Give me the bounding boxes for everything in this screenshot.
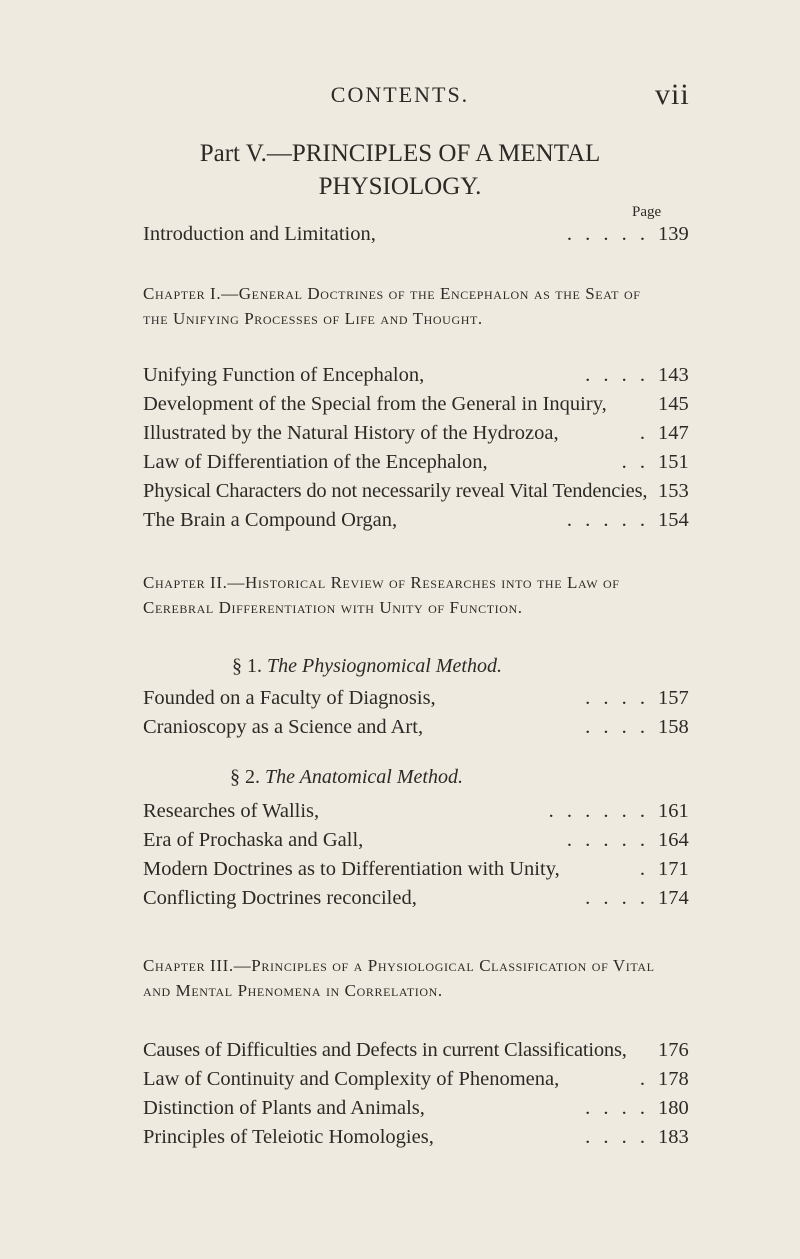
leader-dots: . . . . . [566,223,649,245]
entry-title: Unifying Function of Encephalon, [143,364,425,386]
leader-dots: . . . . . . [548,800,649,822]
section-2-heading [230,766,463,789]
page-column-label: Page [632,204,662,220]
entry-title: Development of the Special from the General in Inquiry, [143,393,607,415]
part-title-line1: Part V.—PRINCIPLES OF A MENTAL [199,140,601,167]
entry-page: 139 [658,223,689,245]
toc-entry [143,509,689,532]
toc-entry [143,451,689,474]
section-title: The Anatomical Method. [265,766,463,788]
leader-dots: . . . . . [566,829,649,851]
entry-page: 183 [658,1126,689,1148]
toc-entry [143,393,689,416]
entry-title: Causes of Difficulties and Defects in current Classifications, [143,1039,627,1061]
toc-entry [143,480,689,503]
toc-entry [143,422,689,445]
entry-title: Principles of Teleiotic Homologies, [143,1126,434,1148]
entry-page: 153 [658,480,689,502]
leader-dots: . [639,858,649,880]
entry-page: 145 [658,393,689,415]
entry-title: Era of Prochaska and Gall, [143,829,364,851]
entry-page: 147 [658,422,689,444]
entry-page: 151 [658,451,689,473]
entry-page: 176 [658,1039,689,1061]
entry-title: Law of Differentiation of the Encephalon, [143,451,488,473]
entry-title: Conflicting Doctrines reconciled, [143,887,417,909]
leader-dots: . . . . [585,716,649,738]
entry-title: Illustrated by the Natural History of the Hydrozoa, [143,422,559,444]
toc-entry [143,1039,689,1062]
toc-entry [143,829,689,852]
toc-entry [143,800,689,823]
section-label: § 2. [230,766,260,788]
entry-title: Researches of Wallis, [143,800,320,822]
entry-page: 157 [658,687,689,709]
toc-entry [143,858,689,881]
entry-page: 158 [658,716,689,738]
section-label: § 1. [232,655,262,677]
entry-page: 178 [658,1068,689,1090]
toc-entry [143,1097,689,1120]
entry-page: 174 [658,887,689,909]
chapter-2-heading: Chapter II.—Historical Review of Researches into the Law of Cerebral Differentiation with Unity of Function. [143,573,620,617]
chapter-3-heading: Chapter III.—Principles of a Physiological Classification of Vital and Mental Phenomena in Correlation. [143,956,655,1000]
page-number: vii [655,78,690,111]
leader-dots: . [639,422,649,444]
leader-dots: . . . . [585,364,649,386]
part-title-line2: PHYSIOLOGY. [318,173,482,200]
entry-title: Distinction of Plants and Animals, [143,1097,425,1119]
entry-page: 154 [658,509,689,531]
entry-page: 161 [658,800,689,822]
toc-entry [143,1126,689,1149]
toc-entry [143,887,689,910]
entry-title: Physical Characters do not necessarily reveal Vital Tendencies, [143,480,648,502]
toc-entry [143,687,689,710]
leader-dots: . . [621,451,649,473]
toc-entry [143,364,689,387]
toc-entry [143,1068,689,1091]
leader-dots: . . . . . [566,509,649,531]
entry-title: Modern Doctrines as to Differentiation with Unity, [143,858,560,880]
entry-title: Introduction and Limitation, [143,223,376,245]
entry-title: Law of Continuity and Complexity of Phenomena, [143,1068,560,1090]
entry-title: Cranioscopy as a Science and Art, [143,716,424,738]
section-1-heading [232,655,502,678]
entry-page: 180 [658,1097,689,1119]
section-title: The Physiognomical Method. [267,655,502,677]
leader-dots: . [639,1068,649,1090]
leader-dots: . . . . [585,887,649,909]
chapter-1-heading: Chapter I.—General Doctrines of the Encephalon as the Seat of the Unifying Processes of Life and Thought. [143,284,641,328]
running-title: CONTENTS. [330,82,470,107]
leader-dots: . . . . [585,687,649,709]
entry-page: 171 [658,858,689,880]
entry-page: 164 [658,829,689,851]
leader-dots: . . . . [585,1126,649,1148]
entry-page: 143 [658,364,689,386]
toc-entry-introduction [143,223,689,246]
entry-title: Founded on a Faculty of Diagnosis, [143,687,436,709]
toc-entry [143,716,689,739]
entry-title: The Brain a Compound Organ, [143,509,398,531]
leader-dots: . . . . [585,1097,649,1119]
